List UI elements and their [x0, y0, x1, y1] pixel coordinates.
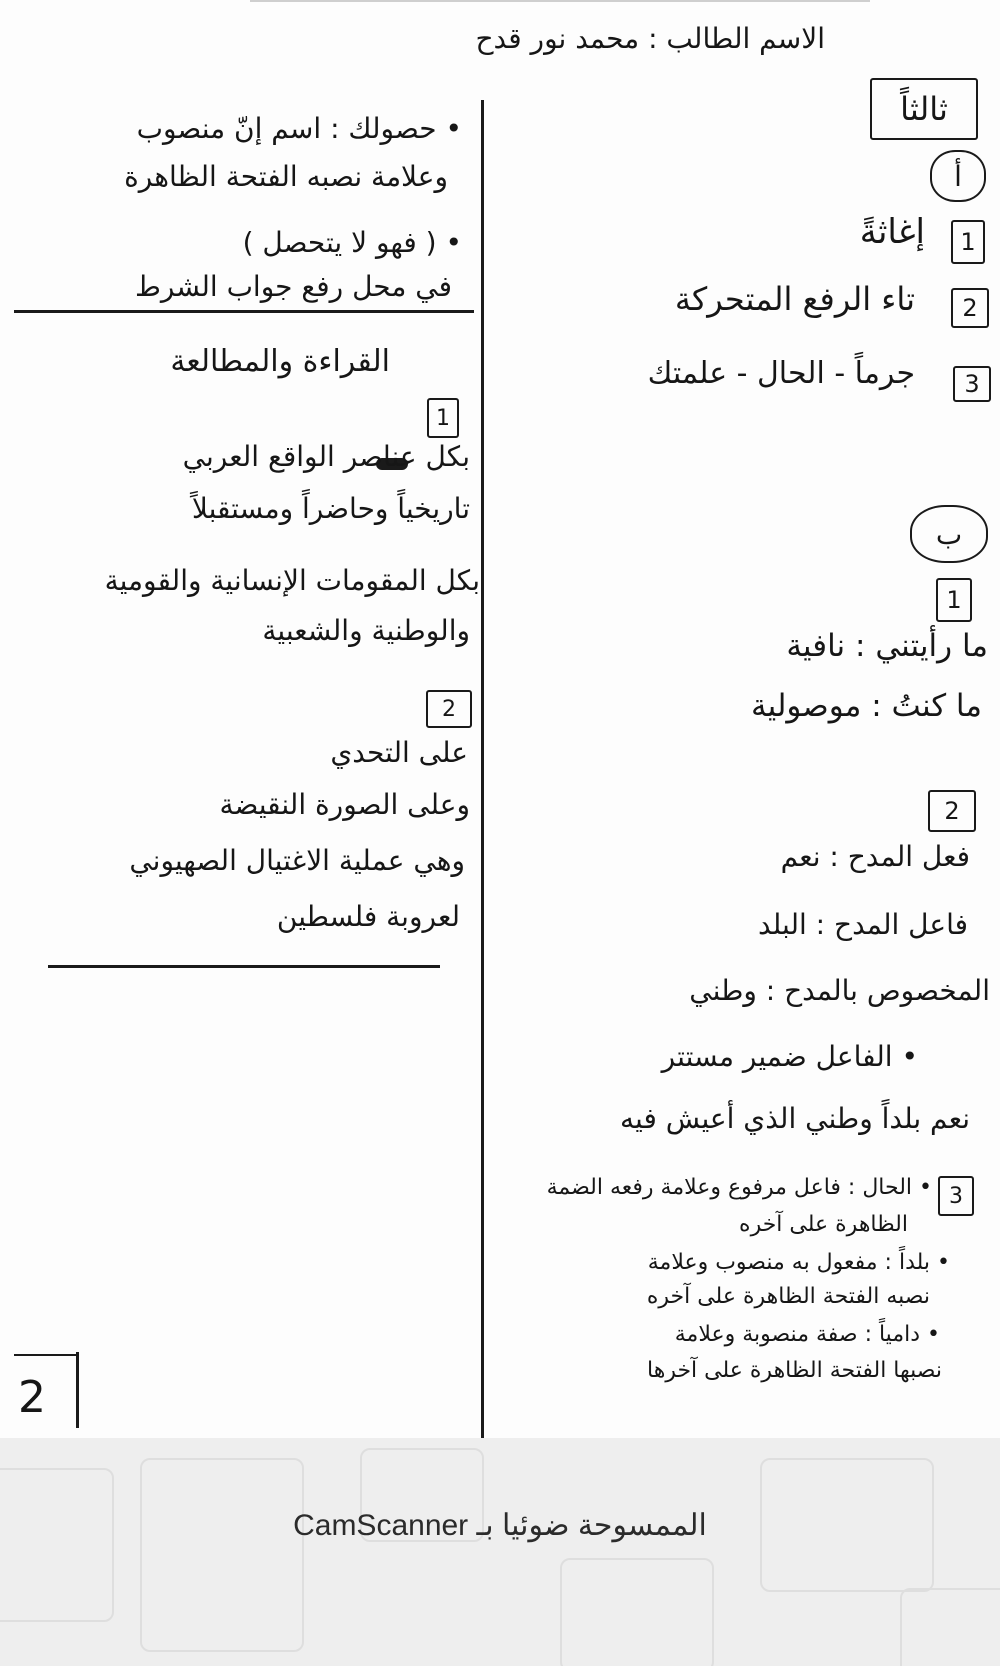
page-number: 2 [18, 1372, 46, 1423]
part-a-letter: أ [954, 159, 962, 193]
page-number-top-rule [14, 1354, 78, 1356]
part-a-item-2-number: 2 [951, 288, 989, 328]
part-a-item-3-text: جرماً - الحال - علمتك [647, 356, 915, 391]
reading-q2-number: 2 [426, 690, 472, 728]
reading-q2-line-3: وهي عملية الاغتيال الصهيوني [129, 844, 465, 877]
reading-q1-line-2: تاريخياً وحاضراً ومستقبلاً [191, 492, 470, 525]
part-b-q3-line-4: نصبه الفتحة الظاهرة على آخره [646, 1284, 930, 1309]
camscanner-text: الممسوحة ضوئيا بـ CamScanner [293, 1509, 707, 1542]
reading-q1-line-3: بكل المقومات الإنسانية والقومية [104, 564, 480, 597]
reading-q1-line-1: بكل عناصر الواقع العربي [182, 440, 470, 473]
reading-q1-line-4: والوطنية والشعبية [262, 614, 470, 647]
part-b-q3-line-6: نصبها الفتحة الظاهرة على آخرها [647, 1358, 942, 1383]
reading-q2-line-1: على التحدي [330, 736, 468, 769]
reading-q2-line-2: وعلى الصورة النقيضة [219, 788, 470, 821]
part-b-q3-line-1: • الحال : فاعل مرفوع وعلامة رفعه الضمة [546, 1175, 932, 1200]
part-b-q1-line-1: ما رأيتني : نافية [786, 628, 988, 664]
footer-deco [140, 1458, 304, 1652]
left-separator-bottom [48, 965, 440, 968]
left-separator-top [14, 310, 474, 313]
part-b-q2-line-1: فعل المدح : نعم [780, 840, 970, 873]
part-b-q1-line-2: ما كنتُ : موصولية [751, 688, 982, 724]
part-b-q3-line-5: • دامياً : صفة منصوبة وعلامة [674, 1322, 940, 1347]
part-a-item-2-text: تاء الرفع المتحركة [674, 280, 915, 318]
footer-deco [0, 1468, 114, 1622]
student-name: الاسم الطالب : محمد نور قدح [475, 22, 825, 55]
part-b-label [910, 505, 988, 563]
part-a-label [930, 150, 986, 202]
part-a-item-1-text: إغاثةً [859, 212, 925, 252]
section-label [870, 78, 978, 140]
page-number-side-rule [76, 1352, 79, 1428]
left-top-line-3: • ( فهو لا يتحصل ) [242, 226, 462, 259]
reading-q2-line-4: لعروبة فلسطين [276, 900, 460, 933]
part-b-letter: ب [935, 517, 963, 551]
part-b-q3-number: 3 [938, 1176, 974, 1216]
left-top-line-4: في محل رفع جواب الشرط [135, 270, 452, 303]
footer-deco [900, 1588, 1000, 1666]
section-label-text: ثالثاً [900, 90, 948, 128]
part-b-q2-line-4: • الفاعل ضمير مستتر [661, 1040, 918, 1073]
part-a-item-1-number: 1 [951, 220, 985, 264]
reading-title: القراءة والمطالعة [170, 344, 390, 379]
part-b-q2-number: 2 [928, 790, 976, 832]
part-b-q2-line-2: فاعل المدح : البلد [758, 908, 968, 941]
part-a-item-3-number: 3 [953, 366, 991, 402]
part-b-q2-line-5: نعم بلداً وطني الذي أعيش فيه [620, 1102, 970, 1135]
part-b-q3-line-3: • بلداً : مفعول به منصوب وعلامة [647, 1250, 950, 1275]
part-b-q2-line-3: المخصوص بالمدح : وطني [689, 974, 990, 1007]
part-b-q1-number: 1 [936, 578, 972, 622]
left-top-line-1: • حصولك : اسم إنّ منصوب [136, 112, 462, 145]
reading-q1-number: 1 [427, 398, 459, 438]
footer-deco [560, 1558, 714, 1666]
camscanner-footer [0, 1438, 1000, 1666]
left-top-line-2: وعلامة نصبه الفتحة الظاهرة [124, 160, 448, 193]
top-edge [250, 0, 870, 2]
part-b-q3-line-2: الظاهرة على آخره [739, 1212, 908, 1237]
column-divider [481, 100, 484, 1438]
